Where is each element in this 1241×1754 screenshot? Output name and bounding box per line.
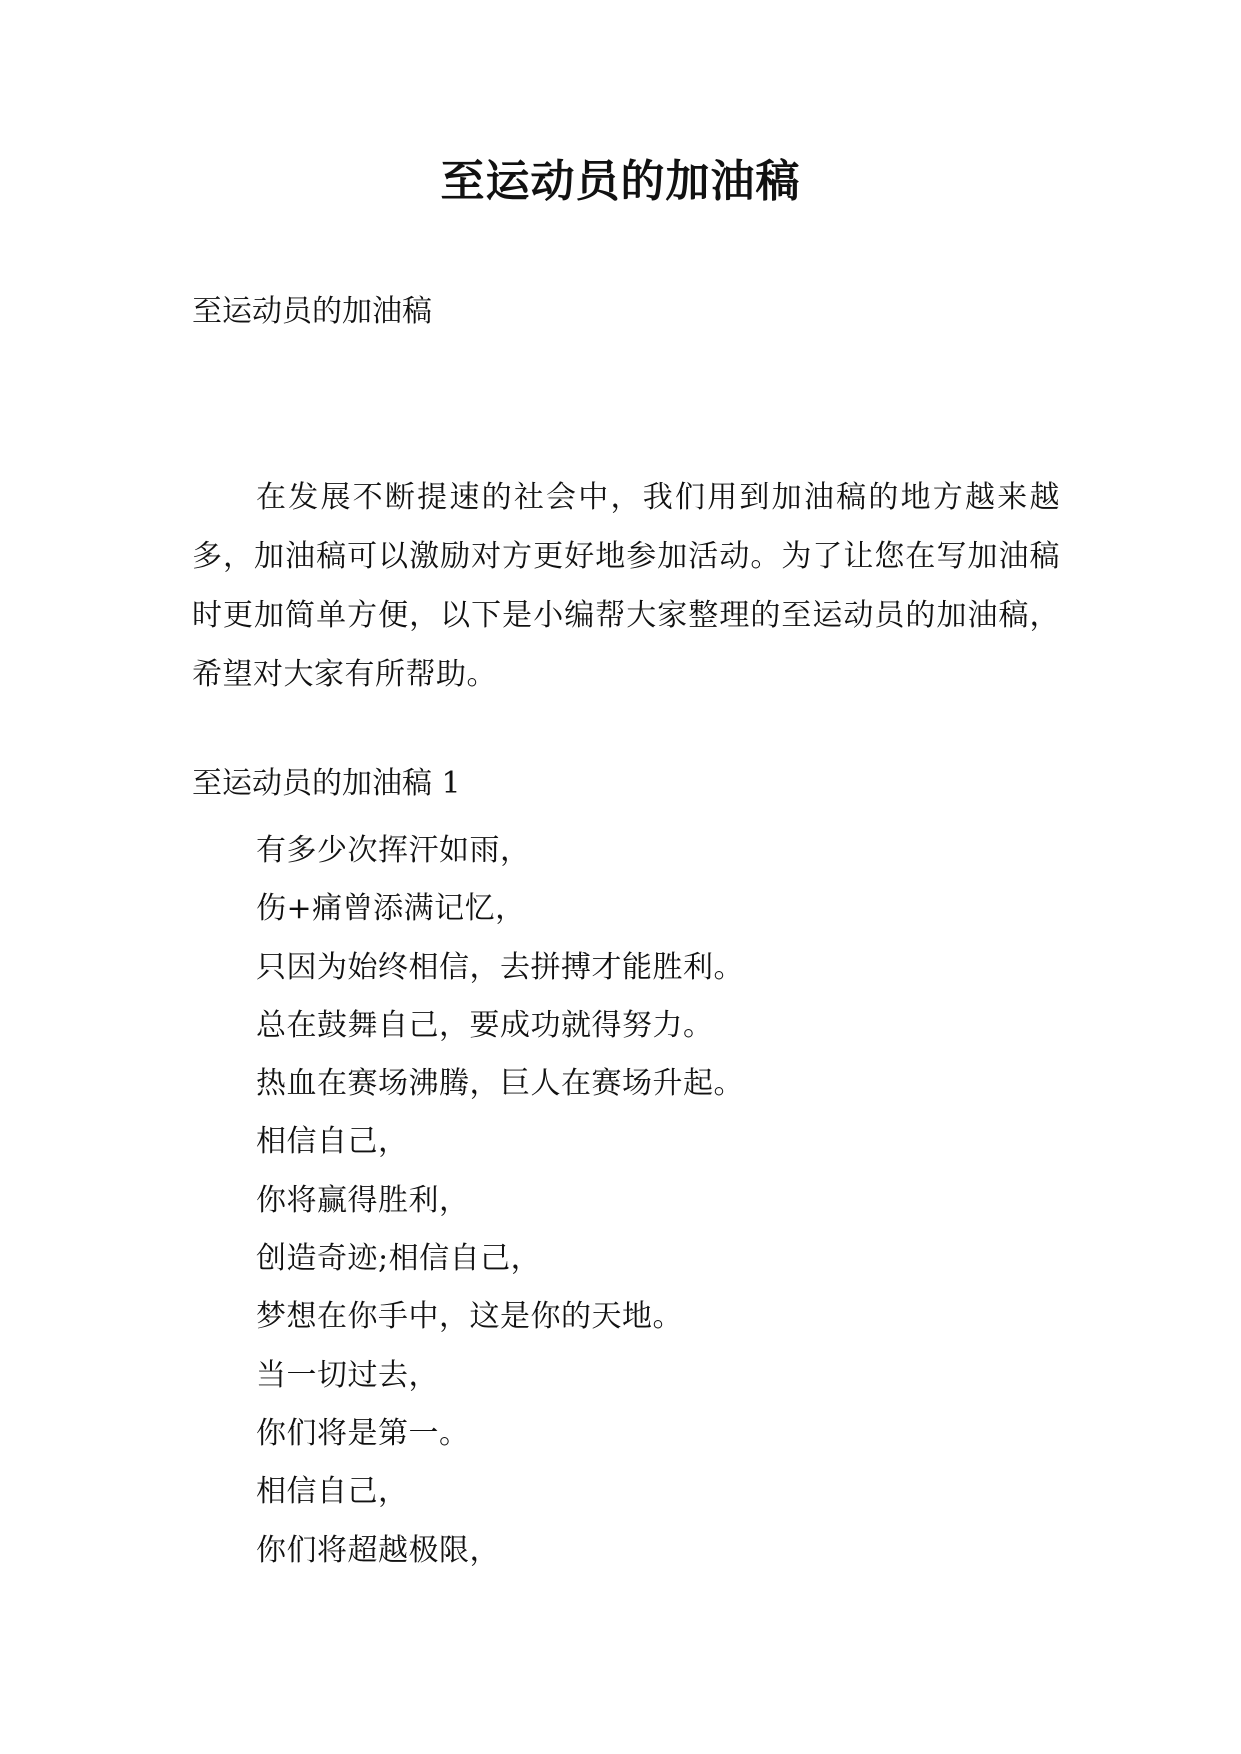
poem-line: 你们将是第一。 — [256, 1415, 470, 1451]
poem-line: 你将赢得胜利， — [256, 1182, 470, 1218]
poem — [256, 822, 744, 1580]
intro-paragraph: 在发展不断提速的社会中，我们用到加油稿的地方越来越多，加油稿可以激励对方更好地参加活动。为了让您在写加油稿时更加简单方便，以下是小编帮大家整理的至运动员的加油稿，希望对大家有所帮助。 — [192, 480, 1060, 692]
poem-line: 有多少次挥汗如雨， — [256, 833, 531, 868]
poem-line: 总在鼓舞自己，要成功就得努力。 — [256, 1007, 714, 1043]
document-subtitle: 至运动员的加油稿 — [192, 294, 432, 329]
poem-line: 相信自己， — [256, 1474, 409, 1510]
document-title: 至运动员的加油稿 — [440, 156, 801, 207]
poem-line: 只因为始终相信，去拼搏才能胜利。 — [256, 949, 744, 985]
poem-line: 创造奇迹;相信自己， — [256, 1241, 542, 1277]
poem-line: 你们将超越极限， — [256, 1532, 500, 1568]
poem-line: 当一切过去， — [256, 1357, 439, 1393]
poem-line: 梦想在你手中，这是你的天地。 — [256, 1299, 683, 1335]
poem-line: 伤+痛曾添满记忆， — [256, 891, 526, 927]
section-title: 至运动员的加油稿 1 — [192, 766, 461, 801]
poem-line: 热血在赛场沸腾，巨人在赛场升起。 — [256, 1066, 744, 1102]
poem-line: 相信自己， — [256, 1124, 409, 1160]
